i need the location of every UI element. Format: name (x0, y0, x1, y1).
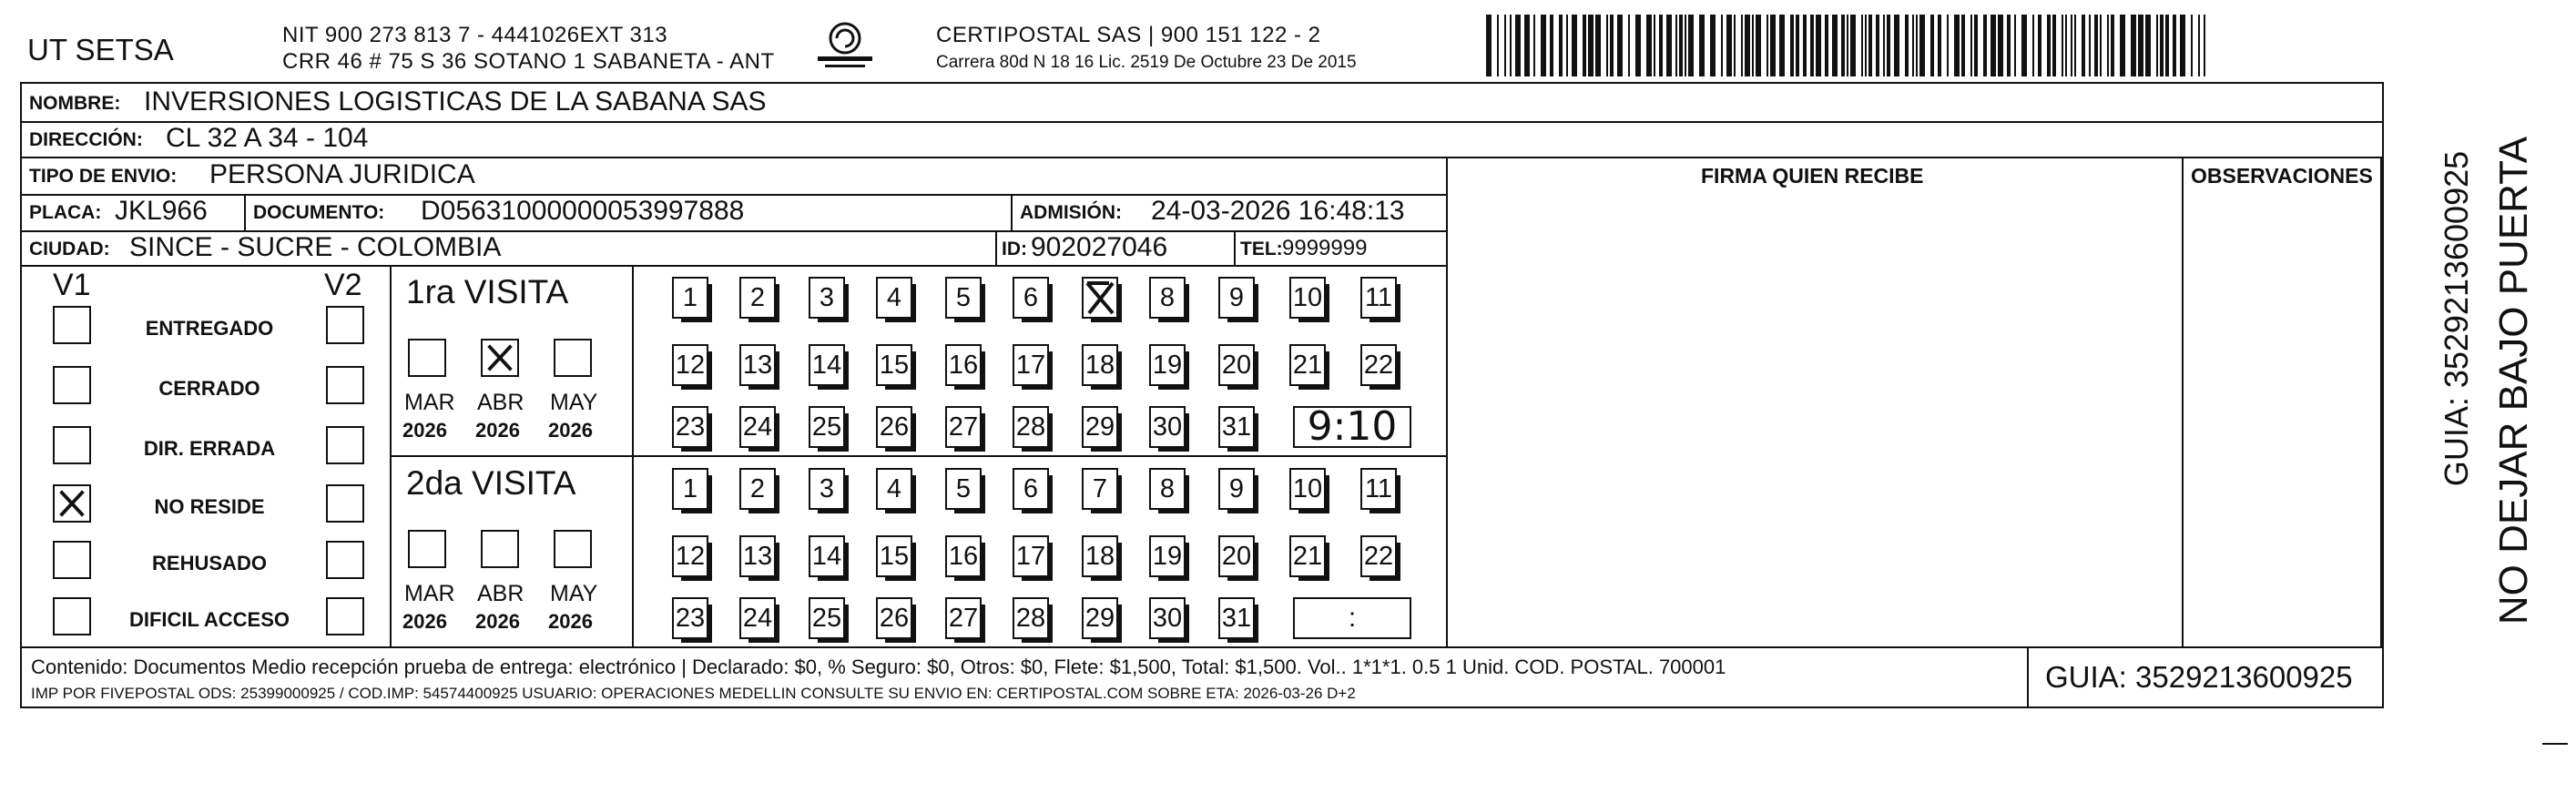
day-box[interactable]: 8 (1149, 277, 1186, 319)
day-box[interactable]: 21 (1289, 535, 1326, 577)
status-label: DIFICIL ACCESO (128, 608, 290, 631)
id-label: ID: (1002, 239, 1027, 259)
certipostal-line: CERTIPOSTAL SAS | 900 151 122 - 2 (936, 23, 1321, 47)
admision-label: ADMISIÓN: (1020, 202, 1122, 223)
day-box[interactable]: 11 (1360, 277, 1397, 319)
time-box[interactable] (1293, 403, 1411, 450)
day-box[interactable]: 18 (1082, 344, 1118, 386)
month-year: 2026 (548, 419, 593, 442)
ciudad-value: SINCE - SUCRE - COLOMBIA (129, 232, 502, 262)
nombre-value: INVERSIONES LOGISTICAS DE LA SABANA SAS (144, 86, 767, 117)
day-box[interactable]: 27 (945, 406, 982, 448)
day-box[interactable]: 14 (809, 344, 845, 386)
day-box[interactable]: 8 (1149, 468, 1186, 510)
month-name: MAY (550, 581, 598, 606)
day-box[interactable]: 1 (672, 277, 708, 319)
v2-checkbox[interactable] (326, 426, 364, 464)
day-box[interactable]: 3 (809, 277, 845, 319)
month-checkbox[interactable] (554, 339, 592, 377)
day-box[interactable]: 14 (809, 535, 845, 577)
month-name: ABR (477, 581, 524, 606)
day-box[interactable]: 15 (876, 344, 912, 386)
month-name: MAR (404, 581, 455, 606)
month-name: ABR (477, 390, 524, 415)
day-box[interactable]: 7 (1082, 468, 1118, 510)
month-name: MAR (404, 390, 455, 415)
admision-value: 24-03-2026 16:48:13 (1151, 196, 1405, 226)
imp-line: IMP POR FIVEPOSTAL ODS: 25399000925 / COD.IMP: 54574400925 USUARIO: OPERACIONES MEDELLIN CONSULTE SU ENVIO EN: CERTIPOSTAL.COM SOBRE ETA: 2026-03-26 D+2 (31, 685, 1356, 702)
time-value: 9:10 (1307, 403, 1398, 450)
placa-value: JKL966 (115, 196, 208, 226)
status-label: REHUSADO (152, 552, 267, 574)
day-box[interactable]: 31 (1218, 597, 1255, 639)
time-value: : (1348, 603, 1357, 633)
day-box[interactable]: 22 (1360, 535, 1397, 577)
address-line: CRR 46 # 75 S 36 SOTANO 1 SABANETA - ANT (282, 49, 775, 74)
day-box[interactable]: 20 (1218, 535, 1255, 577)
no-dejar-text: NO DEJAR BAJO PUERTA (2491, 136, 2537, 625)
month-checkbox[interactable] (554, 530, 592, 568)
v1-checkbox[interactable] (53, 306, 91, 344)
certipostal-logo (812, 20, 878, 71)
day-box[interactable]: 24 (739, 597, 776, 639)
day-box[interactable]: 5 (945, 277, 982, 319)
v1-checkbox[interactable] (53, 484, 91, 523)
direccion-label: DIRECCIÓN: (29, 129, 143, 150)
day-box[interactable]: 10 (1289, 468, 1326, 510)
day-box[interactable]: 25 (809, 597, 845, 639)
documento-label: DOCUMENTO: (253, 202, 385, 223)
day-box[interactable]: 26 (876, 597, 912, 639)
day-box[interactable]: 13 (739, 344, 776, 386)
day-box[interactable]: 28 (1013, 406, 1049, 448)
month-checkbox[interactable] (408, 530, 446, 568)
day-box[interactable]: 19 (1149, 344, 1186, 386)
tel-label: TEL: (1240, 239, 1283, 259)
day-box[interactable]: 17 (1013, 535, 1049, 577)
month-checkbox[interactable] (481, 530, 519, 568)
documento-value: D05631000000053997888 (421, 196, 745, 226)
month-year: 2026 (402, 610, 447, 633)
v1-checkbox[interactable] (53, 597, 91, 635)
month-checkbox[interactable] (408, 339, 446, 377)
placa-label: PLACA: (29, 202, 102, 223)
day-box[interactable]: 30 (1149, 406, 1186, 448)
status-label: ENTREGADO (145, 317, 274, 340)
day-box[interactable]: 9 (1218, 277, 1255, 319)
day-box[interactable]: 26 (876, 406, 912, 448)
v1-checkbox[interactable] (53, 541, 91, 579)
day-box[interactable]: 5 (945, 468, 982, 510)
corner-dash (2542, 743, 2568, 745)
v1-header: V1 (53, 268, 91, 302)
day-box[interactable]: 3 (809, 468, 845, 510)
day-box[interactable]: 25 (809, 406, 845, 448)
day-box[interactable]: 2 (739, 468, 776, 510)
v2-checkbox[interactable] (326, 306, 364, 344)
day-box[interactable]: 4 (876, 277, 912, 319)
side-guia-text: GUIA: 3529213600925 (2438, 150, 2476, 487)
day-box[interactable]: 6 (1013, 468, 1049, 510)
month-name: MAY (550, 390, 598, 415)
day-box[interactable]: 28 (1013, 597, 1049, 639)
v1-checkbox[interactable] (53, 426, 91, 464)
day-box[interactable]: 13 (739, 535, 776, 577)
day-box[interactable]: 29 (1082, 597, 1118, 639)
day-box[interactable]: 29 (1082, 406, 1118, 448)
month-year: 2026 (475, 610, 520, 633)
day-box[interactable]: 23 (672, 597, 708, 639)
visit-title: 2da VISITA (406, 464, 576, 502)
time-box[interactable] (1293, 597, 1411, 639)
day-box[interactable]: 23 (672, 406, 708, 448)
day-box[interactable]: 4 (876, 468, 912, 510)
day-box[interactable]: 18 (1082, 535, 1118, 577)
month-checkbox[interactable] (481, 339, 519, 377)
day-box[interactable]: 21 (1289, 344, 1326, 386)
nombre-label: NOMBRE: (29, 93, 121, 114)
v2-checkbox[interactable] (326, 597, 364, 635)
day-box[interactable]: 1 (672, 468, 708, 510)
month-year: 2026 (402, 419, 447, 442)
day-box[interactable]: 30 (1149, 597, 1186, 639)
day-box[interactable]: 31 (1218, 406, 1255, 448)
observaciones-header: OBSERVACIONES (2191, 164, 2373, 188)
v2-checkbox[interactable] (326, 541, 364, 579)
day-box[interactable]: 16 (945, 344, 982, 386)
day-box[interactable]: 9 (1218, 468, 1255, 510)
v2-checkbox[interactable] (326, 484, 364, 523)
firma-header: FIRMA QUIEN RECIBE (1701, 164, 1924, 188)
tipo-envio-value: PERSONA JURIDICA (209, 159, 475, 189)
day-box[interactable]: 2 (739, 277, 776, 319)
v2-checkbox[interactable] (326, 366, 364, 404)
day-box[interactable]: 12 (672, 344, 708, 386)
day-box[interactable]: 10 (1289, 277, 1326, 319)
day-box[interactable]: 17 (1013, 344, 1049, 386)
nit-line: NIT 900 273 813 7 - 4441026EXT 313 (282, 23, 668, 47)
id-value: 902027046 (1031, 232, 1168, 262)
day-box[interactable]: 19 (1149, 535, 1186, 577)
tipo-envio-label: TIPO DE ENVIO: (29, 166, 178, 187)
day-box[interactable]: 6 (1013, 277, 1049, 319)
day-box[interactable]: 15 (876, 535, 912, 577)
status-label: DIR. ERRADA (143, 437, 276, 460)
license-line: Carrera 80d N 18 16 Lic. 2519 De Octubre 23 De 2015 (936, 53, 1357, 72)
visit-title: 1ra VISITA (406, 273, 569, 310)
guia-box: GUIA: 3529213600925 (2045, 660, 2353, 694)
tel-value: 9999999 (1282, 236, 1368, 260)
ciudad-label: CIUDAD: (29, 239, 110, 259)
day-box[interactable]: 16 (945, 535, 982, 577)
company-name: UT SETSA (27, 33, 174, 66)
day-box[interactable]: 20 (1218, 344, 1255, 386)
status-label: CERRADO (158, 377, 260, 400)
direccion-value: CL 32 A 34 - 104 (166, 123, 369, 153)
month-year: 2026 (548, 610, 593, 633)
day-box[interactable] (1082, 277, 1118, 319)
day-box[interactable]: 12 (672, 535, 708, 577)
status-label: NO RESIDE (154, 495, 265, 518)
day-box[interactable]: 27 (945, 597, 982, 639)
v1-checkbox[interactable] (53, 366, 91, 404)
v2-header: V2 (324, 268, 362, 302)
month-year: 2026 (475, 419, 520, 442)
contenido-line: Contenido: Documentos Medio recepción prueba de entrega: electrónico | Declarado: $0, % Seguro: $0, Otros: $0, Flete: $1,500, Total: $1,500. Vol.. 1*1*1. 0.5 1 Unid. COD. POSTAL. 700001 (31, 656, 1726, 678)
barcode (1486, 15, 2210, 76)
day-box[interactable]: 24 (739, 406, 776, 448)
day-box[interactable]: 22 (1360, 344, 1397, 386)
day-box[interactable]: 11 (1360, 468, 1397, 510)
